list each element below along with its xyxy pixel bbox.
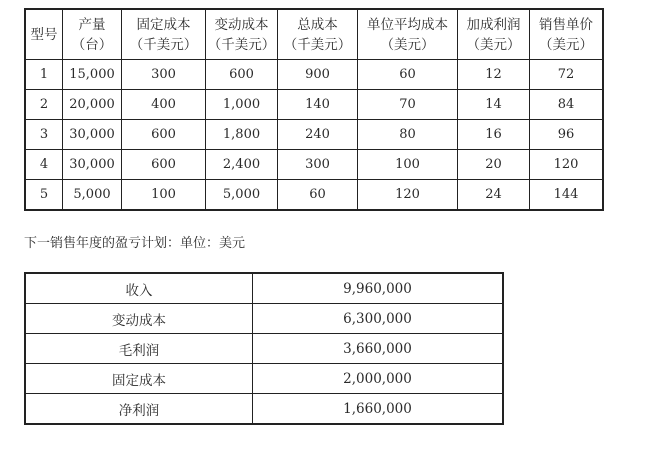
cell-model: 1 bbox=[25, 60, 63, 90]
row-value: 6,300,000 bbox=[253, 304, 504, 334]
row-label: 变动成本 bbox=[25, 304, 253, 334]
header-unit: （台） bbox=[71, 36, 113, 53]
row-value: 3,660,000 bbox=[253, 334, 504, 364]
row-value: 9,960,000 bbox=[253, 273, 504, 304]
header-unit: （千美元） bbox=[207, 36, 276, 53]
header-text: 变动成本 bbox=[214, 16, 269, 33]
cell-model: 2 bbox=[25, 90, 63, 120]
header-text: 总成本 bbox=[297, 16, 338, 33]
cell-fixed-cost: 600 bbox=[122, 120, 206, 150]
cell-output: 20,000 bbox=[63, 90, 122, 120]
header-markup-profit bbox=[458, 9, 530, 60]
row-label: 毛利润 bbox=[25, 334, 253, 364]
cell-total-cost: 300 bbox=[278, 150, 358, 180]
cell-total-cost: 900 bbox=[278, 60, 358, 90]
table-row bbox=[25, 90, 603, 120]
table-row bbox=[25, 364, 503, 394]
header-unit-price bbox=[530, 9, 604, 60]
header-text: 固定成本 bbox=[136, 16, 191, 33]
header-unit-avg-cost bbox=[358, 9, 458, 60]
cell-total-cost: 140 bbox=[278, 90, 358, 120]
header-unit: （千美元） bbox=[283, 36, 352, 53]
header-output bbox=[63, 9, 122, 60]
cell-unit-avg-cost: 60 bbox=[358, 60, 458, 90]
table-row bbox=[25, 150, 603, 180]
cell-markup-profit: 12 bbox=[458, 60, 530, 90]
cell-variable-cost: 1,000 bbox=[206, 90, 278, 120]
cell-fixed-cost: 600 bbox=[122, 150, 206, 180]
cell-unit-price: 72 bbox=[530, 60, 604, 90]
cell-markup-profit: 16 bbox=[458, 120, 530, 150]
cell-variable-cost: 1,800 bbox=[206, 120, 278, 150]
table-row bbox=[25, 120, 603, 150]
cell-output: 5,000 bbox=[63, 180, 122, 211]
header-model bbox=[25, 9, 63, 60]
cell-variable-cost: 5,000 bbox=[206, 180, 278, 211]
product-cost-table bbox=[24, 8, 604, 211]
table-row bbox=[25, 273, 503, 304]
header-unit: （美元） bbox=[539, 36, 593, 53]
cell-markup-profit: 24 bbox=[458, 180, 530, 211]
row-label: 固定成本 bbox=[25, 364, 253, 394]
table-row bbox=[25, 180, 603, 211]
cell-unit-avg-cost: 80 bbox=[358, 120, 458, 150]
cell-total-cost: 60 bbox=[278, 180, 358, 211]
cell-unit-avg-cost: 70 bbox=[358, 90, 458, 120]
header-text: 加成利润 bbox=[466, 16, 521, 33]
header-text: 产量 bbox=[78, 16, 106, 33]
table-row bbox=[25, 334, 503, 364]
profit-plan-caption: 下一销售年度的盈亏计划：单位：美元 bbox=[24, 236, 246, 251]
cell-unit-avg-cost: 100 bbox=[358, 150, 458, 180]
header-text: 型号 bbox=[30, 26, 58, 43]
cell-unit-price: 96 bbox=[530, 120, 604, 150]
cell-unit-price: 84 bbox=[530, 90, 604, 120]
table-row bbox=[25, 304, 503, 334]
cell-output: 30,000 bbox=[63, 120, 122, 150]
row-label: 净利润 bbox=[25, 394, 253, 425]
cell-markup-profit: 20 bbox=[458, 150, 530, 180]
header-unit: （美元） bbox=[380, 36, 435, 53]
header-total-cost bbox=[278, 9, 358, 60]
cell-unit-price: 120 bbox=[530, 150, 604, 180]
header-fixed-cost bbox=[122, 9, 206, 60]
table-row bbox=[25, 60, 603, 90]
header-unit: （千美元） bbox=[129, 36, 198, 53]
cell-fixed-cost: 100 bbox=[122, 180, 206, 211]
row-label: 收入 bbox=[25, 273, 253, 304]
cell-total-cost: 240 bbox=[278, 120, 358, 150]
header-text: 销售单价 bbox=[539, 16, 593, 33]
cell-variable-cost: 600 bbox=[206, 60, 278, 90]
cell-markup-profit: 14 bbox=[458, 90, 530, 120]
cell-variable-cost: 2,400 bbox=[206, 150, 278, 180]
header-unit: （美元） bbox=[466, 36, 521, 53]
row-value: 1,660,000 bbox=[253, 394, 504, 425]
cell-output: 30,000 bbox=[63, 150, 122, 180]
table-row bbox=[25, 394, 503, 425]
cell-fixed-cost: 300 bbox=[122, 60, 206, 90]
profit-plan-table bbox=[24, 272, 504, 425]
cell-unit-avg-cost: 120 bbox=[358, 180, 458, 211]
cell-model: 5 bbox=[25, 180, 63, 211]
header-text: 单位平均成本 bbox=[367, 16, 448, 33]
cell-model: 3 bbox=[25, 120, 63, 150]
cell-output: 15,000 bbox=[63, 60, 122, 90]
header-variable-cost bbox=[206, 9, 278, 60]
cell-unit-price: 144 bbox=[530, 180, 604, 211]
table-header-row bbox=[25, 9, 603, 60]
row-value: 2,000,000 bbox=[253, 364, 504, 394]
cell-model: 4 bbox=[25, 150, 63, 180]
cell-fixed-cost: 400 bbox=[122, 90, 206, 120]
